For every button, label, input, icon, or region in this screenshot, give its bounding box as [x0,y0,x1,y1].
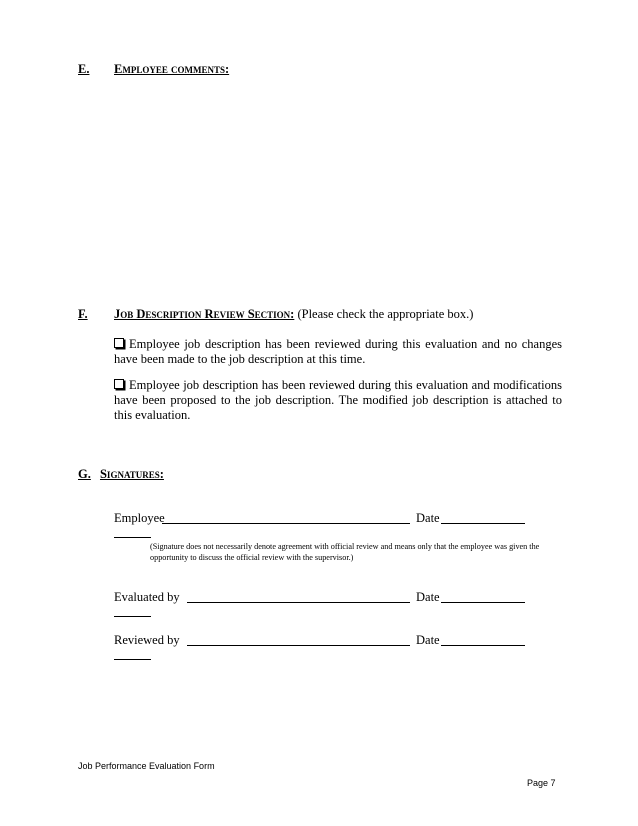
employee-date-line-continued[interactable] [114,537,151,538]
reviewed-date-line-continued[interactable] [114,659,151,660]
section-e-letter: E. [78,62,90,76]
review-option-2-text: Employee job description has been reviewed during this evaluation and modifications have been proposed to the job description. The modified job description is attached to this evaluation. [114,378,562,422]
section-f-title-row [114,307,473,322]
employee-signature-line[interactable] [162,523,410,524]
section-g-heading [78,467,164,482]
employee-date-line[interactable] [441,523,525,524]
signature-note: (Signature does not necessarily denote agreement with official review and means only that the employee was given the opportunity to discuss the official review with the supervisor.) [150,542,540,562]
section-f-title: Job Description Review Section: [114,307,295,321]
footer-form-name: Job Performance Evaluation Form [78,761,215,771]
reviewed-date-line[interactable] [441,645,525,646]
section-g-title: Signatures: [99,467,164,481]
section-e-title: Employee comments: [114,62,230,76]
review-option-2 [114,378,562,423]
checkbox-icon[interactable] [114,338,124,348]
section-g-letter: G. [78,467,91,481]
evaluated-date-label: Date [416,590,440,604]
evaluated-date-line-continued[interactable] [114,616,151,617]
employee-date-label: Date [416,511,440,525]
section-f-instruction: (Please check the appropriate box.) [297,307,474,321]
review-option-1-text: Employee job description has been reviewed during this evaluation and no changes have been made to the job description at this time. [114,337,562,366]
checkbox-icon[interactable] [114,379,124,389]
employee-label: Employee [114,511,165,525]
section-f-letter: F. [78,307,88,321]
reviewed-date-label: Date [416,633,440,647]
reviewed-by-signature-line[interactable] [187,645,410,646]
reviewed-by-label: Reviewed by [114,633,180,647]
evaluated-by-signature-line[interactable] [187,602,410,603]
review-option-1 [114,337,562,367]
section-f-heading [78,307,88,322]
evaluated-by-label: Evaluated by [114,590,180,604]
section-e-heading [78,62,230,77]
footer-page-number: Page 7 [527,778,556,788]
evaluated-date-line[interactable] [441,602,525,603]
